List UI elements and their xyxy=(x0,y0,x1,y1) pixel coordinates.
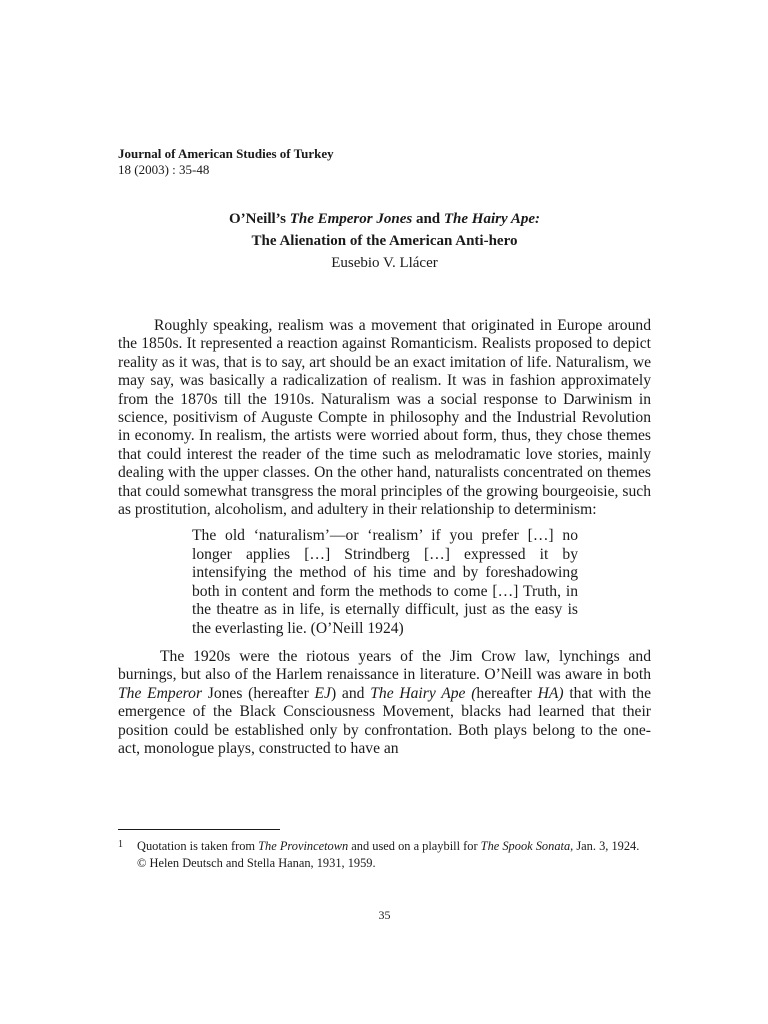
block-quote: The old ‘naturalism’—or ‘realism’ if you prefer […] no longer applies […] Strindberg […] expressed it by intensifying the method of his time and by foreshadowing both in content and form the methods to come […] Truth, in the theatre as in life, is eternally difficult, just as the easy is the everlasting lie. (O’Neill 1924) xyxy=(192,527,578,637)
footnote-text-a: Quotation is taken from xyxy=(137,839,259,853)
document-page xyxy=(118,0,651,1024)
para2-abbr-2: HA) xyxy=(537,684,564,702)
para2-text-e: that with the emergence of the Black Consciousness Movement, blacks had learned that their position could be established only by confrontation. Both plays belong to the one-act, monologue plays, constructed to have an xyxy=(118,684,651,757)
page-number: 35 xyxy=(378,908,391,922)
paragraph-1: Roughly speaking, realism was a movement that originated in Europe around the 1850s. It represented a reaction against Romanticism. Realists proposed to depict reality as it was, that is to say, art should be an exact imitation of life. Naturalism, we may say, was basically a radicalization of realism. It was in fashion approximately from the 1870s till the 1910s. Naturalism was a social response to Darwinism in science, positivism of Auguste Compte in philosophy and the Industrial Revolution in economy. In realism, the artists were worried about form, thus, they chose themes that could interest the reader of the time such as melodramatic love stories, mainly dealing with the upper classes. On the other hand, naturalists concentrated on themes that could somewhat transgress the moral principles of the growing bourgeoisie, such as prostitution, alcoholism, and adultery in their relationship to determinism: xyxy=(118,317,651,519)
article-title-block xyxy=(118,208,651,274)
footnote-text-b: and used on a playbill for xyxy=(348,839,481,853)
para2-text-d: hereafter xyxy=(476,684,538,702)
journal-name: Journal of American Studies of Turkey xyxy=(118,146,334,161)
article-author: Eusebio V. Llácer xyxy=(331,255,438,271)
paragraph-2 xyxy=(118,648,651,758)
title-and: and xyxy=(412,211,444,227)
footnote-text xyxy=(137,838,651,872)
para2-work-2: The Hairy Ape ( xyxy=(370,684,477,702)
article-title xyxy=(118,208,651,230)
para2-abbr-1: EJ xyxy=(314,684,331,702)
footnote-mark: 1 xyxy=(118,839,123,850)
title-work-1: The Emperor Jones xyxy=(289,211,413,227)
title-prefix: O’Neill’s xyxy=(229,211,290,227)
footnote-text-c: , Jan. 3, 1924. © Helen Deutsch and Stella Hanan, 1931, 1959. xyxy=(137,839,640,870)
footnote-work-2: The Spook Sonata xyxy=(480,839,571,853)
para2-work-1: The Emperor xyxy=(118,684,203,702)
para2-text-a: The 1920s were the riotous years of the Jim Crow law, lynchings and burnings, but also of the Harlem renaissance in literature. O’Neill was aware in both xyxy=(118,647,651,684)
para2-text-b: Jones (hereafter xyxy=(202,684,315,702)
footnote-divider xyxy=(118,829,280,830)
journal-header xyxy=(118,146,334,178)
para2-text-c: ) and xyxy=(330,684,371,702)
article-subtitle: The Alienation of the American Anti-hero xyxy=(251,233,518,249)
footnote xyxy=(118,838,651,872)
footnote-work-1: The Provincetown xyxy=(258,839,349,853)
journal-volume: 18 (2003) : 35-48 xyxy=(118,162,210,177)
article-body xyxy=(118,317,651,758)
title-work-2: The Hairy Ape: xyxy=(443,211,540,227)
